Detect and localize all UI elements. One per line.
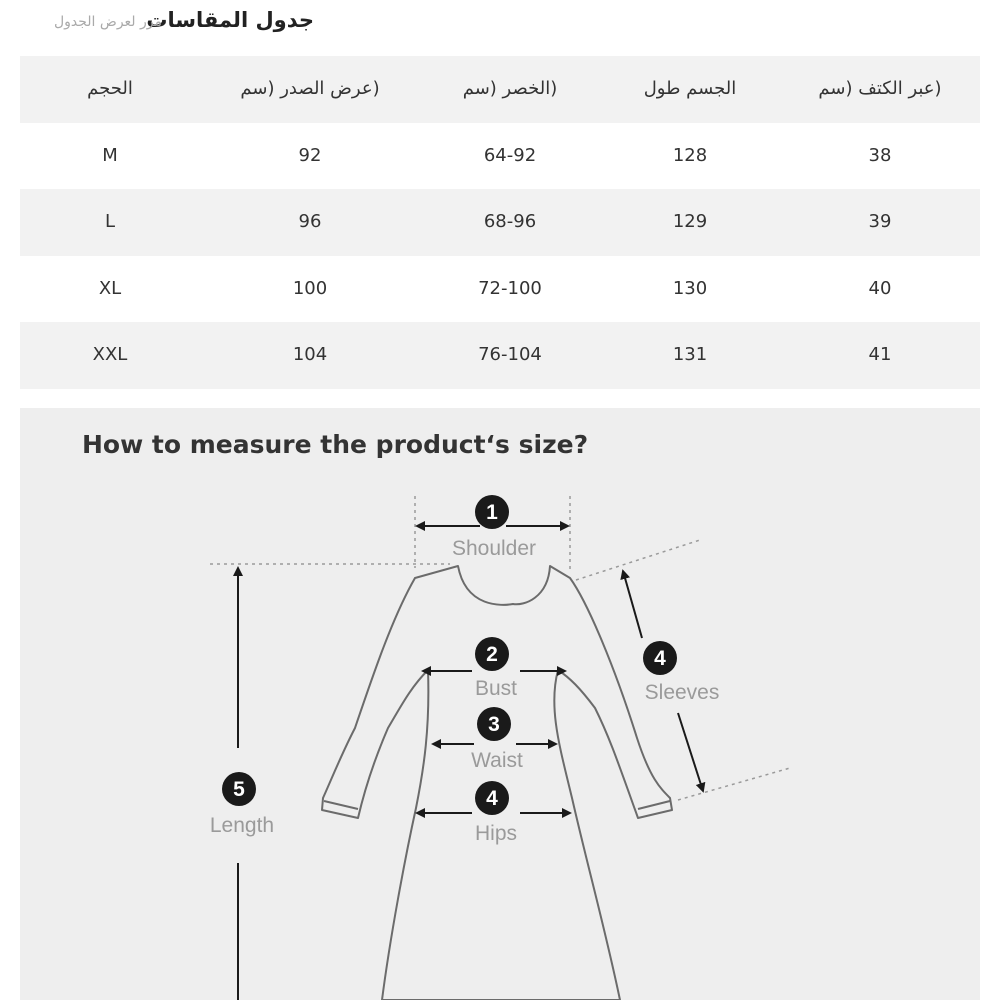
marker-number: 1 [486, 501, 498, 524]
hips-label: Hips [474, 822, 518, 845]
marker-hips [475, 781, 517, 845]
cell-shoulder: 38 [868, 144, 892, 166]
cell-size: M [102, 144, 118, 166]
shoulder-label: Shoulder [451, 537, 537, 560]
guide-title: How to measure the product‘s size? [82, 430, 589, 459]
cell-bust: 92 [298, 144, 322, 166]
table-header-row [20, 56, 980, 123]
header-shoulder: (عبر الكتف (سم [818, 78, 942, 99]
cell-length: 130 [672, 277, 708, 299]
header-waist: (الخصر (سم [462, 78, 558, 99]
measurement-guide [20, 408, 980, 1000]
sleeves-label: Sleeves [644, 681, 720, 704]
cell-length: 128 [672, 144, 708, 166]
cell-bust: 104 [292, 344, 328, 366]
cell-waist: 64-92 [483, 144, 537, 166]
cell-waist: 72-100 [478, 277, 542, 299]
bust-label: Bust [474, 677, 518, 700]
header-bust: (عرض الصدر (سم [240, 78, 380, 99]
marker-number: 4 [654, 647, 666, 670]
marker-number: 4 [486, 787, 498, 810]
cell-size: XL [98, 277, 122, 299]
header [0, 0, 1000, 50]
dress-diagram [20, 408, 980, 1000]
table-row [20, 123, 980, 190]
cell-shoulder: 39 [868, 211, 892, 233]
table-row [20, 322, 980, 389]
table-row [20, 189, 980, 256]
scroll-hint: مرر لعرض الجدول [53, 14, 162, 30]
cell-bust: 96 [298, 211, 322, 233]
header-size: الحجم [87, 78, 133, 99]
cell-waist: 68-96 [483, 211, 537, 233]
size-table[interactable] [20, 56, 980, 389]
marker-bust [475, 637, 517, 700]
marker-waist [471, 707, 523, 772]
cell-size: L [104, 211, 116, 233]
table-row [20, 256, 980, 323]
cell-waist: 76-104 [478, 344, 542, 366]
marker-number: 3 [488, 713, 500, 736]
cell-shoulder: 41 [868, 344, 892, 366]
cell-length: 131 [672, 344, 708, 366]
cell-shoulder: 40 [868, 277, 892, 299]
waist-label: Waist [471, 749, 523, 772]
page-title: جدول المقاسات [146, 8, 314, 32]
marker-number: 5 [233, 778, 245, 801]
marker-shoulder [452, 495, 536, 560]
header-length: الجسم طول [643, 78, 737, 99]
cell-size: XXL [92, 344, 128, 366]
marker-sleeves [643, 641, 719, 704]
cell-length: 129 [672, 211, 708, 233]
length-label: Length [209, 814, 275, 837]
marker-number: 2 [486, 643, 498, 666]
marker-length [210, 772, 274, 837]
cell-bust: 100 [292, 277, 328, 299]
